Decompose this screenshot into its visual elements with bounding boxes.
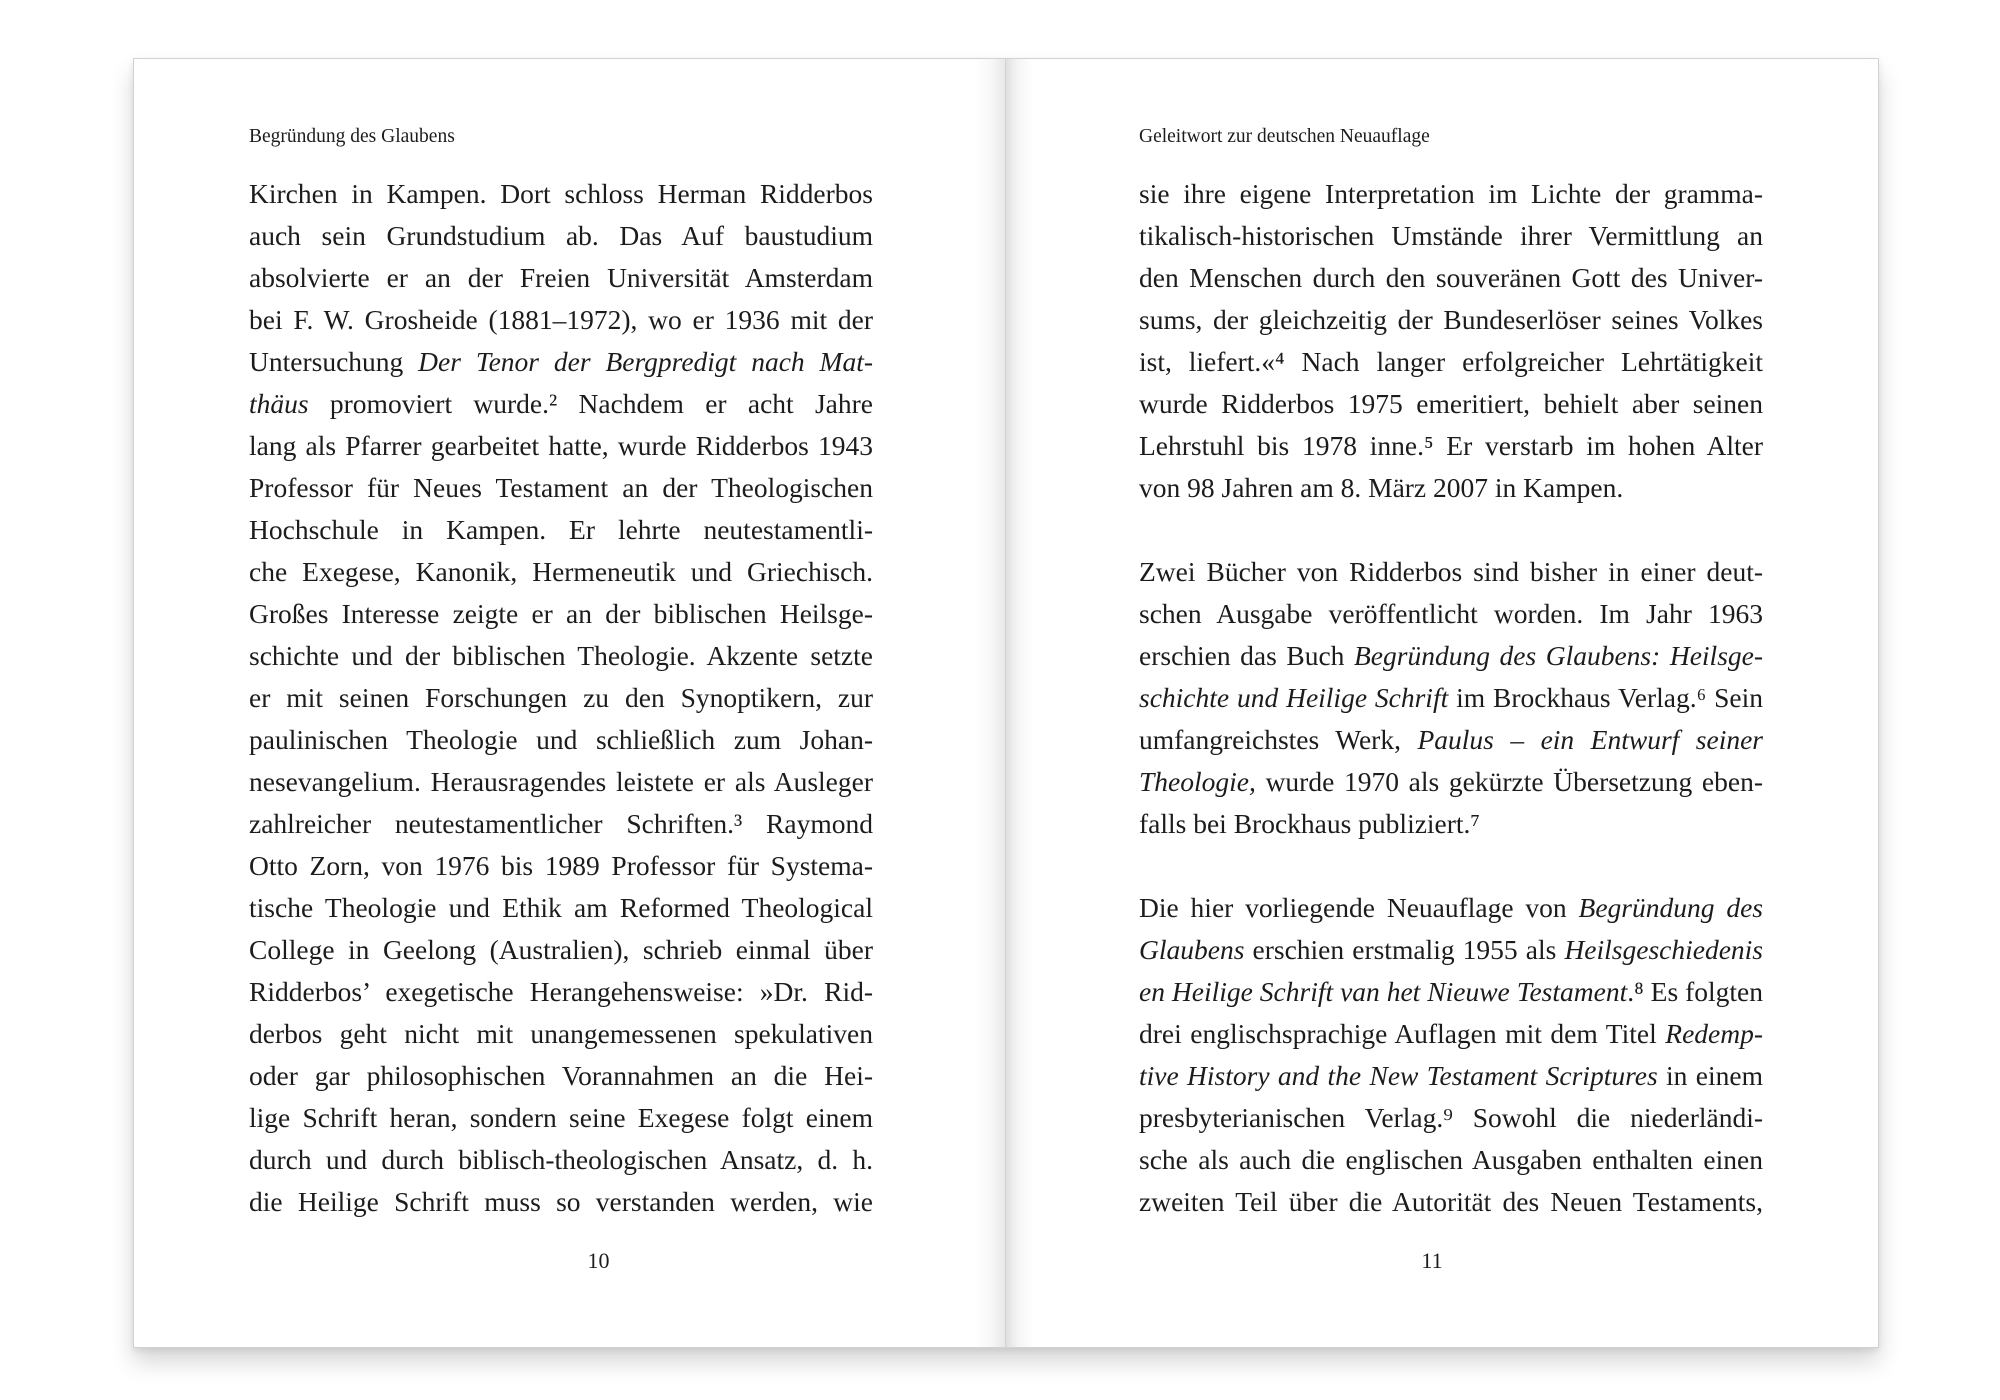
book-spread xyxy=(133,58,1879,1348)
line-text: nesevangelium. Herausragendes leistete er als Ausleger xyxy=(249,766,873,797)
line-text: tische Theologie und Ethik am Reformed Theological xyxy=(249,892,873,923)
left-page-text xyxy=(249,173,873,1223)
line-text: den Menschen durch den souveränen Gott des Univer- xyxy=(1139,262,1763,293)
line-text: che Exegese, Kanonik, Hermeneutik und Griechisch. xyxy=(249,556,873,587)
text-line xyxy=(1139,971,1763,1013)
line-text: umfangreichstes Werk, xyxy=(1139,724,1418,755)
right-running-head: Geleitwort zur deutschen Neuauflage xyxy=(1139,126,1430,147)
line-text: wurde 1970 als gekürzte Übersetzung eben- xyxy=(1255,766,1763,797)
text-line xyxy=(1139,1055,1763,1097)
paragraph-gap xyxy=(1139,509,1763,551)
text-line xyxy=(249,215,873,257)
line-text: lige Schrift heran, sondern seine Exegese folgt einem xyxy=(249,1102,873,1133)
text-line xyxy=(249,509,873,551)
right-page-number: 11 xyxy=(1421,1248,1443,1273)
text-line xyxy=(1139,803,1763,845)
line-text: bei F. W. Grosheide (1881–1972), wo er 1936 mit der xyxy=(249,304,873,335)
text-line xyxy=(1139,1181,1763,1223)
line-text: er mit seinen Forschungen zu den Synoptikern, zur xyxy=(249,682,873,713)
text-line xyxy=(1139,635,1763,677)
line-text: sums, der gleichzeitig der Bundeserlöser seines Volkes xyxy=(1139,304,1763,335)
line-text: sie ihre eigene Interpretation im Lichte der gramma- xyxy=(1139,178,1763,209)
text-line xyxy=(1139,929,1763,971)
text-line xyxy=(1139,719,1763,761)
text-line xyxy=(249,1181,873,1223)
italic-title: Der Tenor der Bergpredigt nach Mat- xyxy=(418,346,873,377)
text-line xyxy=(1139,1013,1763,1055)
line-text: Hochschule in Kampen. Er lehrte neutestamentli- xyxy=(249,514,873,545)
italic-title: Paulus – ein Entwurf seiner xyxy=(1417,724,1763,755)
line-text: tikalisch-historischen Umstände ihrer Vermittlung an xyxy=(1139,220,1763,251)
line-text: in einem xyxy=(1657,1060,1763,1091)
line-text: oder gar philosophischen Vorannahmen an die Hei- xyxy=(249,1060,873,1091)
text-line xyxy=(249,299,873,341)
line-text: durch und durch biblisch-theologischen Ansatz, d. h. xyxy=(249,1144,873,1175)
line-text: paulinischen Theologie und schließlich zum Johan- xyxy=(249,724,873,755)
text-line xyxy=(1139,257,1763,299)
line-text: sche als auch die englischen Ausgaben enthalten einen xyxy=(1139,1144,1763,1175)
text-line xyxy=(1139,467,1763,509)
line-text: College in Geelong (Australien), schrieb einmal über xyxy=(249,934,873,965)
line-text: schichte und der biblischen Theologie. Akzente setzte xyxy=(249,640,873,671)
line-text: Untersuchung xyxy=(249,346,419,377)
line-text: Zwei Bücher von Ridderbos sind bisher in einer deut- xyxy=(1139,556,1763,587)
text-line xyxy=(249,845,873,887)
italic-title: Begründung des xyxy=(1578,892,1763,923)
text-line xyxy=(249,1013,873,1055)
line-text: die Heilige Schrift muss so verstanden werden, wie xyxy=(249,1186,873,1217)
line-text: Die hier vorliegende Neuauflage von xyxy=(1139,892,1579,923)
line-text: im Brockhaus Verlag.⁶ Sein xyxy=(1448,682,1763,713)
text-line xyxy=(1139,425,1763,467)
line-text: zweiten Teil über die Autorität des Neuen Testaments, xyxy=(1139,1186,1763,1217)
text-line xyxy=(1139,761,1763,803)
left-page-number: 10 xyxy=(587,1248,610,1273)
line-text: von 98 Jahren am 8. März 2007 in Kampen. xyxy=(1139,472,1624,503)
line-text: ist, liefert.«⁴ Nach langer erfolgreicher Lehrtätigkeit xyxy=(1139,346,1763,377)
italic-title: tive History and the New Testament Scriptures xyxy=(1139,1060,1658,1091)
line-text: Großes Interesse zeigte er an der biblischen Heilsge- xyxy=(249,598,873,629)
text-line xyxy=(249,173,873,215)
line-text: Otto Zorn, von 1976 bis 1989 Professor für Systema- xyxy=(249,850,873,881)
line-text: lang als Pfarrer gearbeitet hatte, wurde Ridderbos 1943 xyxy=(249,430,873,461)
text-line xyxy=(249,635,873,677)
text-line xyxy=(249,761,873,803)
left-page xyxy=(133,58,1006,1348)
text-line xyxy=(249,803,873,845)
line-text: presbyterianischen Verlag.⁹ Sowohl die niederländi- xyxy=(1139,1102,1763,1133)
text-line xyxy=(1139,593,1763,635)
italic-title: thäus xyxy=(249,388,309,419)
text-line xyxy=(1139,1139,1763,1181)
line-text: absolvierte er an der Freien Universität Amsterdam xyxy=(249,262,873,293)
text-line xyxy=(249,425,873,467)
line-text: Kirchen in Kampen. Dort schloss Herman Ridderbos xyxy=(249,178,873,209)
text-line xyxy=(249,677,873,719)
line-text: schen Ausgabe veröffentlicht worden. Im Jahr 1963 xyxy=(1139,598,1763,629)
text-line xyxy=(1139,551,1763,593)
text-line xyxy=(249,467,873,509)
italic-title: Glaubens xyxy=(1139,934,1245,965)
line-text: zahlreicher neutestamentlicher Schriften.³ Raymond xyxy=(249,808,873,839)
line-text: falls bei Brockhaus publiziert.⁷ xyxy=(1139,808,1481,839)
line-text: Ridderbos’ exegetische Herangehensweise: »Dr. Rid- xyxy=(249,976,873,1007)
text-line xyxy=(1139,887,1763,929)
line-text: auch sein Grundstudium ab. Das Auf baustudium xyxy=(249,220,873,251)
line-text: erschien erstmalig 1955 als xyxy=(1244,934,1565,965)
text-line xyxy=(1139,341,1763,383)
text-line xyxy=(1139,173,1763,215)
text-line xyxy=(1139,1097,1763,1139)
line-text: wurde Ridderbos 1975 emeritiert, behielt aber seinen xyxy=(1139,388,1763,419)
line-text: derbos geht nicht mit unangemessenen spekulativen xyxy=(249,1018,873,1049)
paragraph-gap xyxy=(1139,845,1763,887)
text-line xyxy=(1139,215,1763,257)
line-text: promoviert wurde.² Nachdem er acht Jahre xyxy=(308,388,873,419)
right-page-text xyxy=(1139,173,1763,1223)
text-line xyxy=(249,593,873,635)
italic-title: Theologie, xyxy=(1139,766,1256,797)
italic-title: schichte und Heilige Schrift xyxy=(1139,682,1449,713)
line-text: drei englischsprachige Auflagen mit dem Titel xyxy=(1139,1018,1666,1049)
line-text: erschien das Buch xyxy=(1139,640,1354,671)
text-line xyxy=(249,719,873,761)
text-line xyxy=(249,257,873,299)
italic-title: Redemp- xyxy=(1665,1018,1763,1049)
text-line xyxy=(249,1139,873,1181)
italic-title: Begründung des Glaubens: Heilsge- xyxy=(1354,640,1764,671)
text-line xyxy=(1139,383,1763,425)
text-line xyxy=(1139,677,1763,719)
text-line xyxy=(249,1097,873,1139)
text-line xyxy=(249,383,873,425)
text-line xyxy=(249,341,873,383)
text-line xyxy=(249,1055,873,1097)
line-text: .⁸ Es folgten xyxy=(1627,976,1764,1007)
text-line xyxy=(249,929,873,971)
italic-title: en Heilige Schrift van het Nieuwe Testament xyxy=(1139,976,1628,1007)
line-text: Lehrstuhl bis 1978 inne.⁵ Er verstarb im hohen Alter xyxy=(1139,430,1763,461)
text-line xyxy=(249,551,873,593)
text-line xyxy=(249,887,873,929)
text-line xyxy=(249,971,873,1013)
line-text: Professor für Neues Testament an der Theologischen xyxy=(249,472,873,503)
italic-title: Heilsgeschiedenis xyxy=(1564,934,1763,965)
left-running-head: Begründung des Glaubens xyxy=(249,126,455,147)
text-line xyxy=(1139,299,1763,341)
right-page xyxy=(1005,58,1879,1348)
